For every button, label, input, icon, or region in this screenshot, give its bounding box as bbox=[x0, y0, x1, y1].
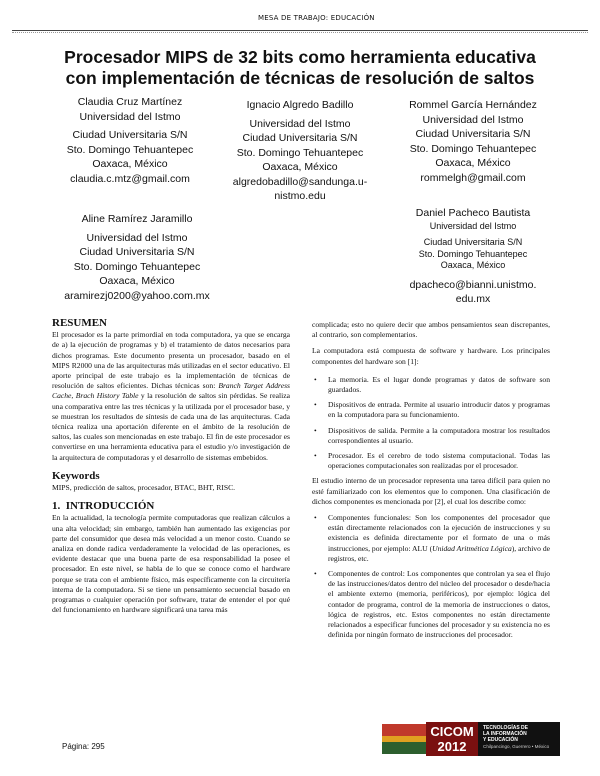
author-affiliation: Universidad del Istmo bbox=[86, 231, 188, 244]
list-item: • Procesador. Es el cerebro de todo sistema computacional. Todas las operaciones computacionales son realizadas por el procesador. bbox=[312, 451, 550, 471]
list-item: • Componentes funcionales: Son los componentes del procesador que están directamente relacionados con la ejecución de instrucciones y su existencia es definida directamente por el formato de una o más instrucciones, por ejemplo: ALU (Unidad Aritmética Lógica), archivo de registros, etc. bbox=[312, 513, 550, 564]
author-city: Oaxaca, México bbox=[440, 260, 506, 270]
keywords-heading: Keywords bbox=[52, 469, 100, 482]
author-city: Oaxaca, México bbox=[92, 158, 168, 170]
header-rule-dotted bbox=[12, 32, 588, 33]
author-email: edu.mx bbox=[455, 293, 491, 305]
left-column bbox=[52, 318, 290, 619]
logo-emblem bbox=[382, 724, 426, 754]
author-email: aramirezj0200@yahoo.com.mx bbox=[64, 289, 210, 302]
list-item: • Dispositivos de salida. Permite a la computadora mostrar los resultados correspondientes al usuario. bbox=[312, 426, 550, 446]
author-block-3 bbox=[392, 98, 554, 185]
author-city: Oaxaca, México bbox=[435, 157, 511, 169]
list-item: • Dispositivos de entrada. Permite al usuario introducir datos y programas en la computadora para su funcionamiento. bbox=[312, 400, 550, 420]
header-rule bbox=[12, 30, 588, 31]
page-number: Página: 295 bbox=[62, 742, 105, 751]
author-block-5 bbox=[392, 206, 554, 307]
logo-cicom-badge: CICOM 2012 bbox=[426, 722, 478, 756]
author-address: Sto. Domingo Tehuantepec bbox=[418, 248, 528, 259]
title-line-1: Procesador MIPS de 32 bits como herramienta educativa bbox=[64, 47, 536, 67]
author-affiliation: Universidad del Istmo bbox=[249, 117, 351, 130]
processor-components-list bbox=[312, 513, 550, 640]
list-item: • La memoria. Es el lugar donde programas y datos de software son guardados. bbox=[312, 375, 550, 395]
author-affiliation: Universidad del Istmo bbox=[79, 110, 181, 123]
paragraph: La computadora está compuesta de software y hardware. Los principales componentes del hardware son [1]: bbox=[312, 346, 550, 366]
abstract-text: El procesador es la parte primordial en toda computadora, ya que se encarga de a) la ejecución de programas y b) el tratamiento de datos necesarios para dichos programas. Este documento presenta un procesador, basado en el MIPS R2000 una de las arquitecturas más utilizadas en el sector educativo. El aporte principal de este trabajo es la implementación de técnicas de resolución de saltos eficientes. Dichas técnicas son: Branch Target Address Cache, Brach History Table y la resolución de saltos sin pérdidas. Se realiza una comparativa entre las tres técnicas y la utilizada por el procesador base, y se muestran los resultados de síntesis de cada una de las arquitecturas. Cada técnica realiza una aportación diferente en el ámbito de la resolución de saltos, las cuales son mencionadas en este trabajo. El fin de este procesador es convertirse en una herramienta educativa para el estudio y/o investigación de la arquitectura de computadoras y el desarrollo de sistemas embebidos. bbox=[52, 330, 290, 462]
author-city: Oaxaca, México bbox=[262, 161, 338, 173]
intro-heading: 1. INTRODUCCIÓN bbox=[52, 500, 155, 513]
author-affiliation: Universidad del Istmo bbox=[429, 220, 517, 231]
author-email: dpacheco@bianni.unistmo. bbox=[409, 278, 537, 291]
paragraph: complicada; esto no quiere decir que ambos pensamientos sean discrepantes, al contrario, son complementarios. bbox=[312, 320, 550, 340]
author-name: Aline Ramírez Jaramillo bbox=[81, 213, 193, 225]
author-block-4 bbox=[52, 212, 222, 303]
paper-title bbox=[0, 47, 600, 89]
author-address: Ciudad Universitaria S/N bbox=[72, 129, 188, 141]
author-affiliation: Universidad del Istmo bbox=[422, 113, 524, 126]
intro-text: En la actualidad, la tecnología permite computadoras que realizan cálculos a una alta velocidad; sin embargo, también han aumentado las exigencias por parte del consumidor que desea más velocidad a un menor costo. Cuando se analiza en donde radica verdaderamente la velocidad de las operaciones, es evidente destacar que una buena parte de esa responsabilidad la posee el procesador. En este nivel, se habla de lo que se conoce como el hardware porque se trata con el ambiente físico, más específicamente con la circuitería interna de la computadora. Si se tiene un pensamiento secuencial basado en programas o cualquier operación por software, tratar de entender el por qué del funcionamiento en hardware significará una tarea más bbox=[52, 513, 290, 615]
author-address: Ciudad Universitaria S/N bbox=[423, 237, 523, 247]
author-address: Ciudad Universitaria S/N bbox=[79, 246, 195, 258]
author-address: Sto. Domingo Tehuantepec bbox=[66, 143, 194, 156]
author-email: claudia.c.mtz@gmail.com bbox=[70, 172, 190, 185]
author-details bbox=[392, 221, 554, 272]
keywords-text: MIPS, predicción de saltos, procesador, BTAC, BHT, RISC. bbox=[52, 483, 236, 493]
author-name: Daniel Pacheco Bautista bbox=[415, 207, 531, 219]
right-column bbox=[312, 320, 550, 645]
title-line-2: con implementación de técnicas de resolución de saltos bbox=[65, 68, 535, 88]
author-address: Sto. Domingo Tehuantepec bbox=[236, 146, 364, 159]
paragraph: El estudio interno de un procesador representa una tarea difícil para quien no esté familiarizado con los elementos que lo componen. Una clasificación de dichos componentes es mencionada por [2], el cual los describe como: bbox=[312, 476, 550, 506]
author-name: Ignacio Algredo Badillo bbox=[246, 99, 354, 111]
author-email: rommelgh@gmail.com bbox=[420, 171, 526, 184]
author-email: algredobadillo@sandunga.u- bbox=[232, 175, 368, 188]
list-item: • Componentes de control: Los componentes que controlan ya sea el flujo de las instrucciones/datos dentro del núcleo del procesador o desde/hacia el ambiente externo (memoria, periféricos), por ejemplo: lógica del contador de programa, control de la memoria de instrucciones o datos, lógica de registros, etc. Estos componentes no están directamente relacionados a especificar funciones del procesador y su existencia no es definida por ningún formato de instrucciones del procesador. bbox=[312, 569, 550, 640]
section-header: MESA DE TRABAJO: EDUCACIÓN bbox=[258, 14, 375, 22]
author-address: Sto. Domingo Tehuantepec bbox=[73, 260, 201, 273]
author-address: Ciudad Universitaria S/N bbox=[415, 128, 531, 140]
author-name: Claudia Cruz Martínez bbox=[77, 96, 183, 108]
cicom-logo bbox=[382, 722, 560, 756]
author-city: Oaxaca, México bbox=[99, 275, 175, 287]
author-block-1 bbox=[50, 95, 210, 186]
hardware-components-list bbox=[312, 375, 550, 472]
author-address: Ciudad Universitaria S/N bbox=[242, 132, 358, 144]
abstract-heading: RESUMEN bbox=[52, 317, 108, 329]
logo-tagline: TECNOLOGÍAS DE LA INFORMACIÓN Y EDUCACIÓN Chilpancingo, Guerrero • México bbox=[478, 722, 560, 756]
author-email: nistmo.edu bbox=[274, 190, 326, 202]
author-name: Rommel García Hernández bbox=[409, 99, 537, 111]
author-block-2 bbox=[218, 98, 382, 204]
author-address: Sto. Domingo Tehuantepec bbox=[409, 142, 537, 155]
